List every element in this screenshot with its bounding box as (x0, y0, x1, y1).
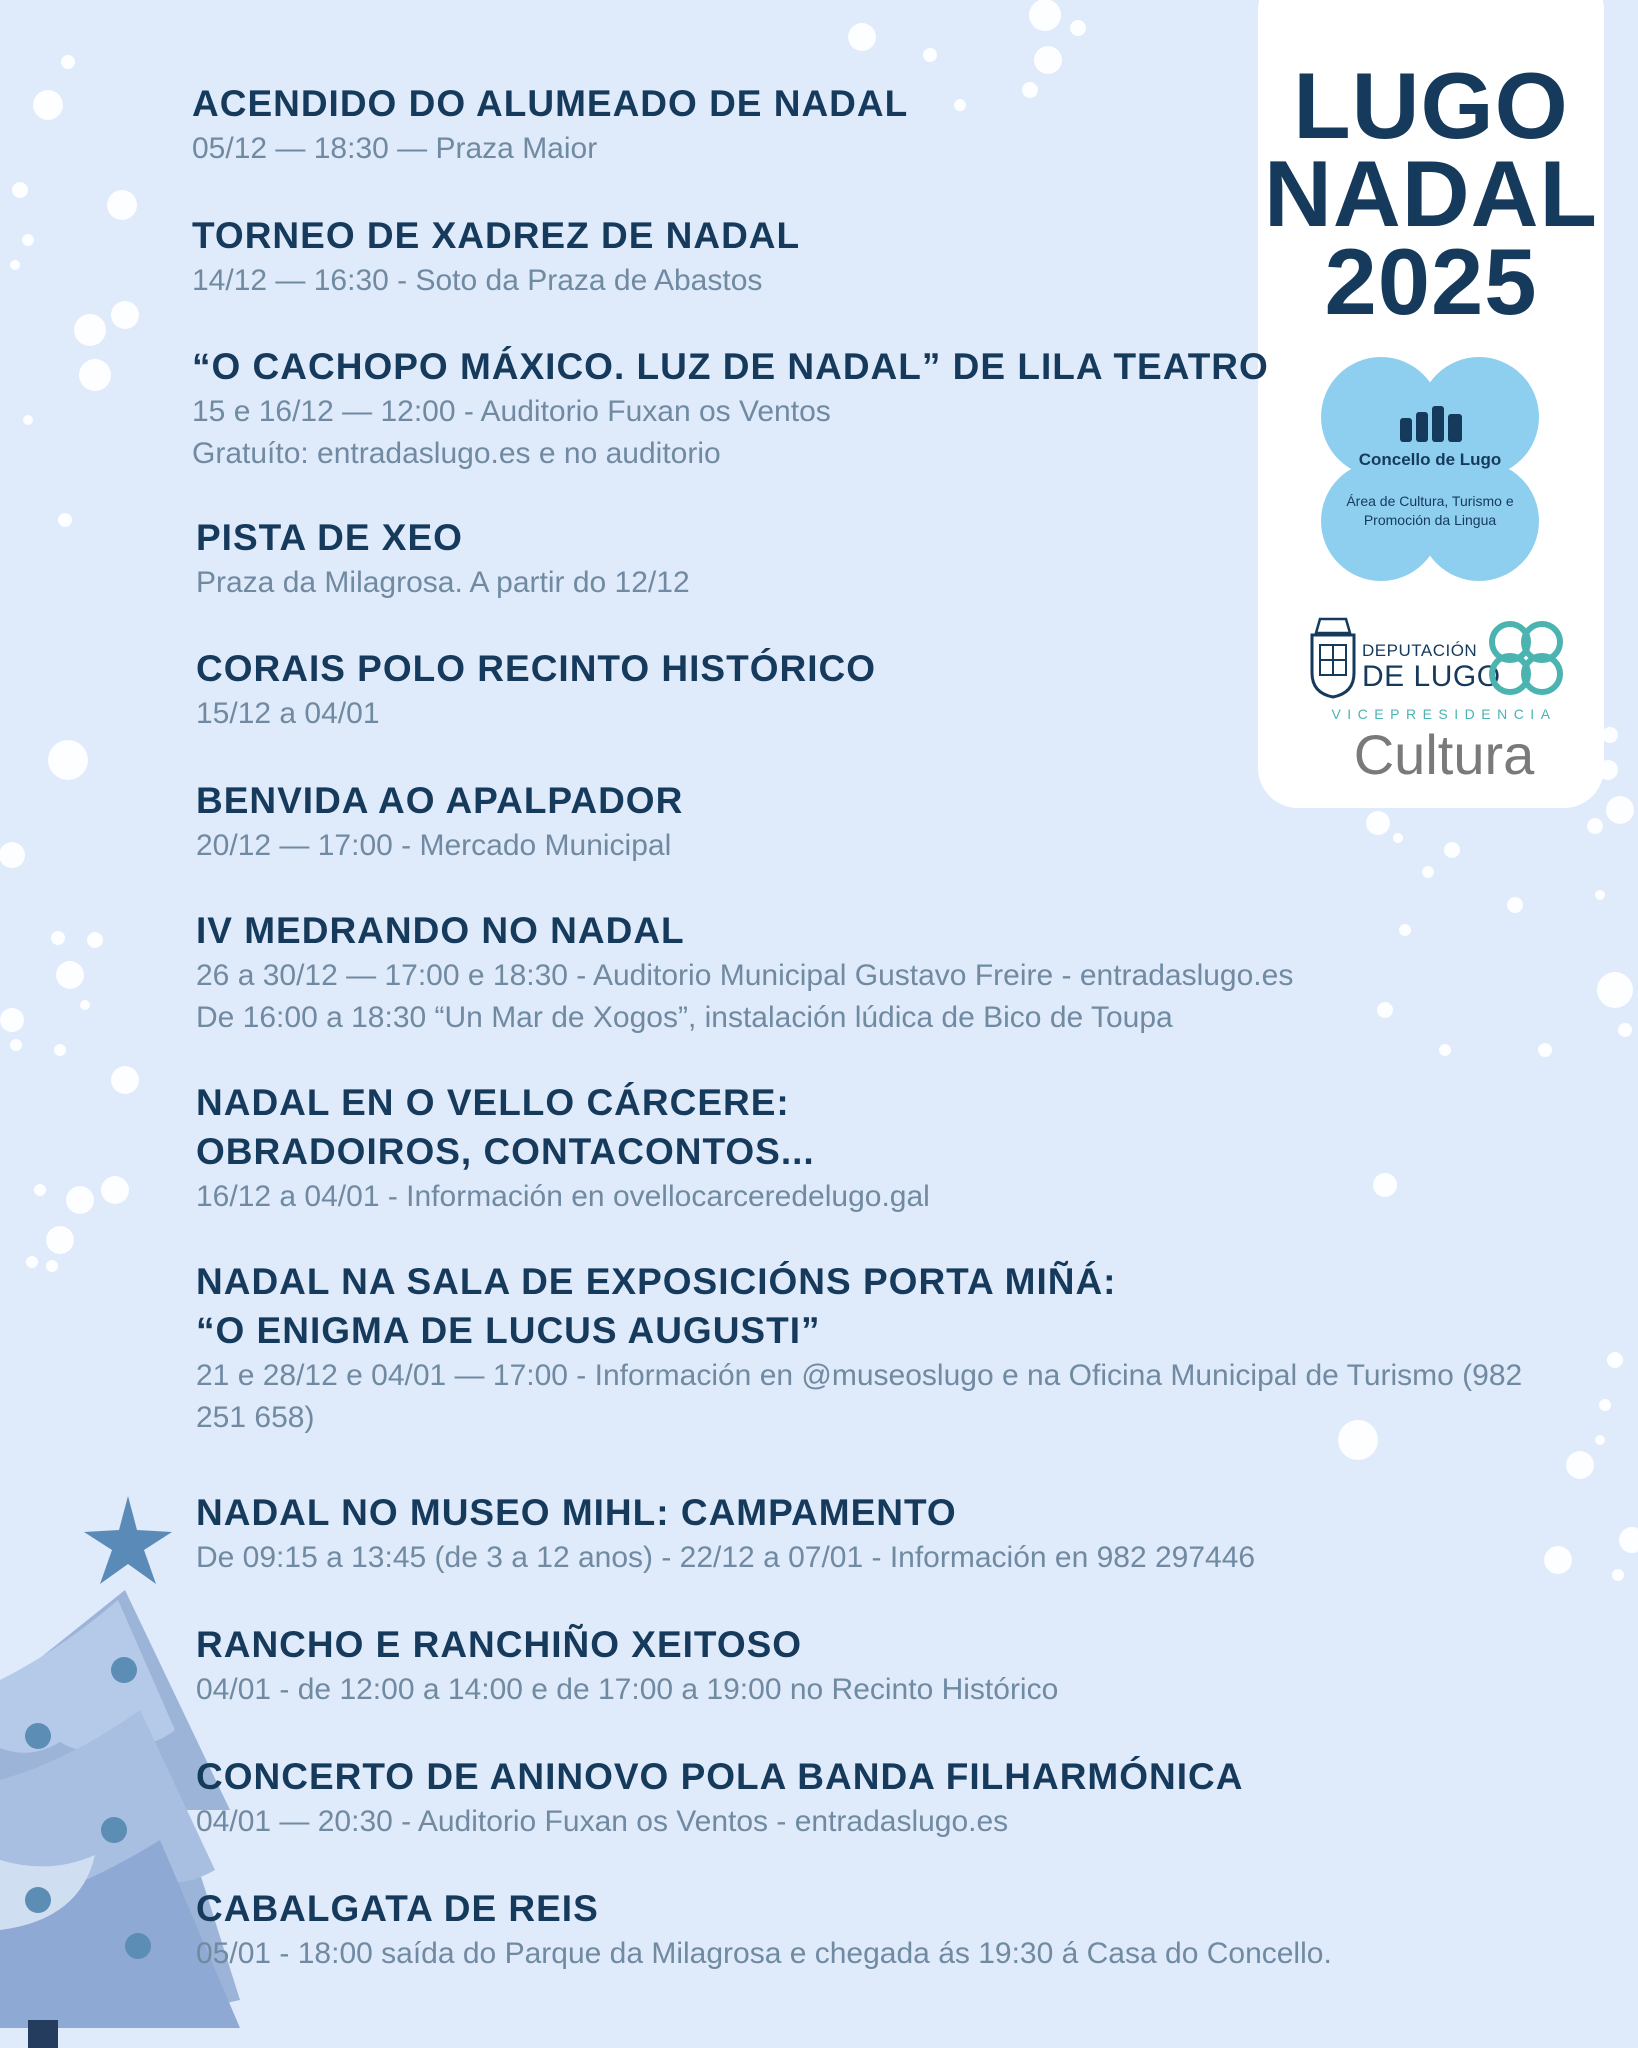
event-title: NADAL EN O VELLO CÁRCERE: (196, 1082, 790, 1123)
event-item (192, 211, 1532, 302)
event-details: De 16:00 a 18:30 “Un Mar de Xogos”, instalación lúdica de Bico de Toupa (196, 1001, 1173, 1034)
event-title: PISTA DE XEO (196, 517, 463, 558)
event-item (196, 906, 1536, 1039)
event-title: NADAL NA SALA DE EXPOSICIÓNS PORTA MIÑÁ: (196, 1261, 1117, 1302)
event-item (196, 513, 1536, 604)
event-title: CABALGATA DE REIS (196, 1888, 599, 1929)
event-details: 04/01 - de 12:00 a 14:00 e de 17:00 a 19:00 no Recinto Histórico (196, 1673, 1059, 1706)
event-details: 21 e 28/12 e 04/01 — 17:00 - Información en @museoslugo e na Oficina Municipal de Turismo (982 251 658) (196, 1359, 1523, 1434)
event-item (196, 1620, 1536, 1711)
event-title: CONCERTO DE ANINOVO POLA BANDA FILHARMÓNICA (196, 1756, 1244, 1797)
event-item (196, 1078, 1536, 1218)
concello-area: Área de Cultura, Turismo e Promoción da Lingua (1346, 493, 1514, 528)
event-title: IV MEDRANDO NO NADAL (196, 910, 685, 951)
deputacion-name: DE LUGO (1362, 660, 1501, 693)
event-title: TORNEO DE XADREZ DE NADAL (192, 215, 801, 256)
event-item (196, 1488, 1536, 1579)
event-details: 05/01 - 18:00 saída do Parque da Milagrosa e chegada ás 19:30 á Casa do Concello. (196, 1937, 1332, 1970)
event-item (192, 342, 1532, 475)
event-title: CORAIS POLO RECINTO HISTÓRICO (196, 648, 876, 689)
event-item (196, 1752, 1536, 1843)
event-title: BENVIDA AO APALPADOR (196, 780, 684, 821)
event-item (192, 79, 1532, 170)
event-details: 14/12 — 16:30 - Soto da Praza de Abastos (192, 264, 763, 297)
event-item (196, 1884, 1536, 1975)
event-title: “O ENIGMA DE LUCUS AUGUSTI” (196, 1310, 821, 1351)
vicepresidencia-label: VICEPRESIDENCIA (1331, 706, 1557, 722)
event-details: 15/12 a 04/01 (196, 697, 380, 730)
deputacion-label: DEPUTACIÓN (1362, 641, 1478, 660)
event-item (196, 1257, 1536, 1439)
event-details: Gratuíto: entradaslugo.es e no auditorio (192, 437, 721, 470)
event-title: “O CACHOPO MÁXICO. LUZ DE NADAL” DE LILA TEATRO (192, 346, 1269, 387)
event-item (196, 644, 1536, 735)
event-item (196, 776, 1536, 867)
event-title: ACENDIDO DO ALUMEADO DE NADAL (192, 83, 909, 124)
event-details: De 09:15 a 13:45 (de 3 a 12 anos) - 22/12 a 07/01 - Información en 982 297446 (196, 1541, 1256, 1574)
event-details: 26 a 30/12 — 17:00 e 18:30 - Auditorio Municipal Gustavo Freire - entradaslugo.es (196, 959, 1294, 992)
event-details: 16/12 a 04/01 - Información en ovellocarceredelugo.gal (196, 1180, 930, 1213)
event-details: Praza da Milagrosa. A partir do 12/12 (196, 566, 690, 599)
concello-name: Concello de Lugo (1358, 450, 1502, 469)
event-details: 15 e 16/12 — 12:00 - Auditorio Fuxan os Ventos (192, 395, 831, 428)
brand-title-year: 2025 (1324, 229, 1538, 334)
brand-title-lugo: LUGO (1293, 53, 1569, 158)
event-details: 05/12 — 18:30 — Praza Maior (192, 132, 598, 165)
cultura-label: Cultura (1353, 723, 1535, 786)
event-title: OBRADOIROS, CONTACONTOS... (196, 1131, 815, 1172)
event-details: 20/12 — 17:00 - Mercado Municipal (196, 829, 672, 862)
brand-title-nadal: NADAL (1264, 141, 1598, 246)
event-details: 04/01 — 20:30 - Auditorio Fuxan os Ventos - entradaslugo.es (196, 1805, 1009, 1838)
event-title: NADAL NO MUSEO MIHL: CAMPAMENTO (196, 1492, 957, 1533)
event-title: RANCHO E RANCHIÑO XEITOSO (196, 1624, 803, 1665)
